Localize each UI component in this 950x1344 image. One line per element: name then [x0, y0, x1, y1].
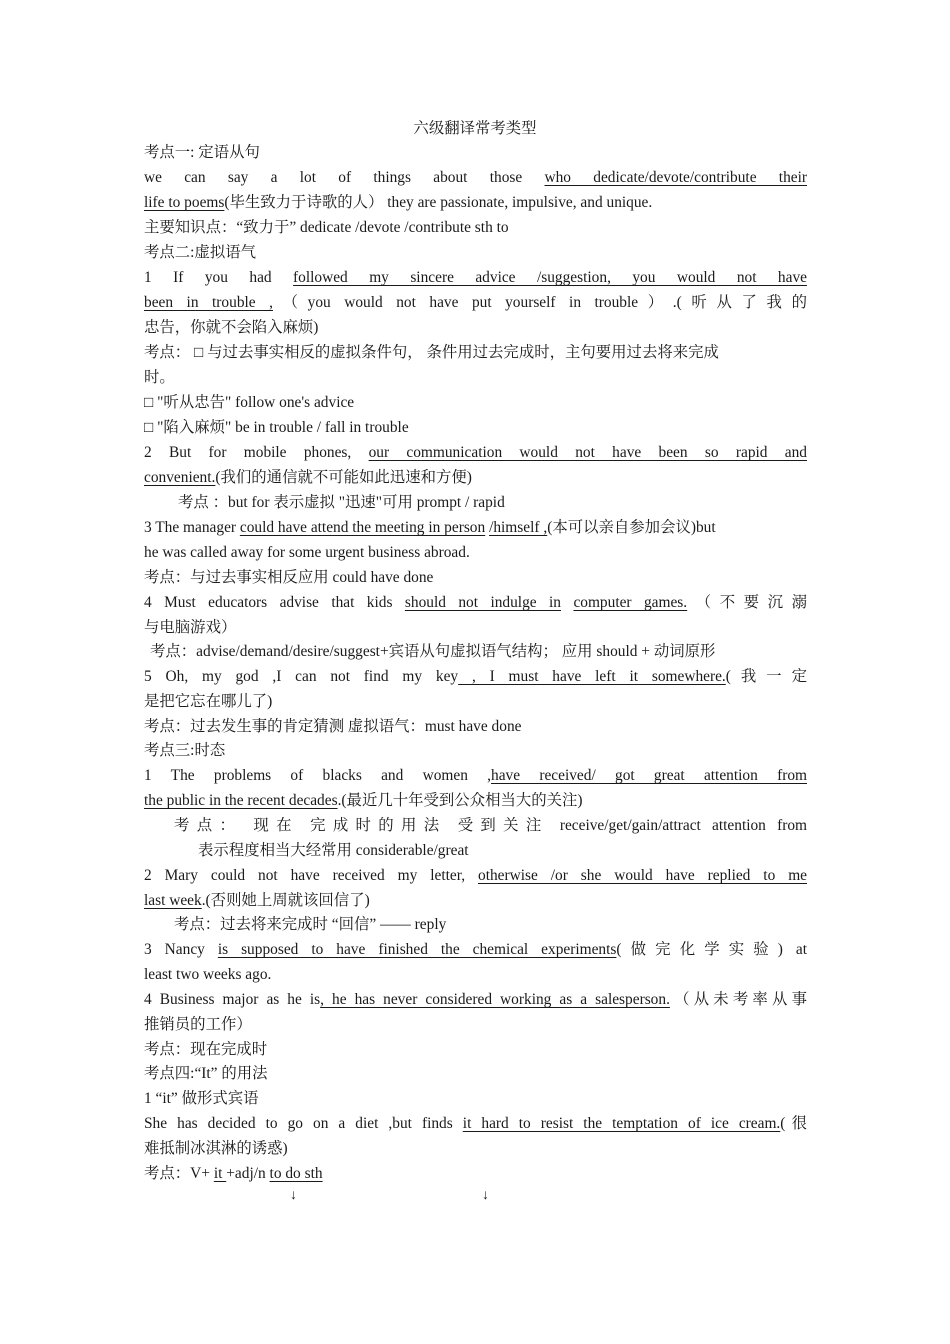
- s4-subheading: 1 “it” 做形式宾语: [144, 1090, 259, 1107]
- text: 1 The problems of blacks and women ,: [144, 767, 492, 784]
- text: .(否则她上周就该回信了): [201, 892, 370, 909]
- s3-e2-note: 考点：过去将来完成时 “回信” —— reply: [174, 916, 447, 933]
- s2-e2-note: 考点 ：but for 表示虚拟 "迅速"可用 prompt / rapid: [178, 494, 505, 511]
- text: 1 If you had: [144, 269, 294, 286]
- s2-e3-line-1: [144, 516, 807, 540]
- underlined-answer: otherwise /or she would have replied to me: [478, 867, 807, 884]
- section-1-heading: 考点一: 定语从句: [144, 144, 260, 161]
- s2-e3-note: 考点：与过去事实相反应用 could have done: [144, 569, 434, 586]
- text: [561, 594, 573, 611]
- s2-e1-line-1: [144, 266, 807, 290]
- s3-e1-line-2: [144, 789, 807, 813]
- underlined-answer: life to poems: [144, 194, 225, 211]
- underlined-answer: should not indulge in: [404, 594, 562, 611]
- underlined-answer: convenient.: [144, 469, 216, 486]
- underlined-answer: last week: [144, 892, 202, 909]
- s3-e1-line-1: [144, 764, 807, 788]
- s3-e1-note-1: 考点： 现在 完成时的用法 受到关注 receive/get/gain/attract attention from: [174, 817, 807, 834]
- underlined-answer: the public in the recent decades: [144, 792, 338, 809]
- s3-e4-line-1: [144, 988, 807, 1012]
- s2-e5-line-2: 是把它忘在哪儿了): [144, 693, 273, 710]
- text: 考点：V+: [144, 1165, 214, 1182]
- section-2-heading: 考点二:虚拟语气: [144, 244, 257, 261]
- s3-e4-note: 考点：现在完成时: [144, 1041, 268, 1058]
- s1-note: 主要知识点：“致力于” dedicate /devote /contribute sth to: [144, 219, 509, 236]
- s2-e4-line-2: 与电脑游戏）: [144, 619, 237, 636]
- text: She has decided to go on a diet ,but finds: [144, 1115, 463, 1132]
- s4-e1-line-2: 难抵制冰淇淋的诱惑): [144, 1140, 288, 1157]
- text: 3 The manager: [144, 519, 240, 536]
- text: （you would not have put yourself in trouble）.(听从了我的: [272, 294, 807, 311]
- section-3-heading: 考点三:时态: [144, 742, 226, 759]
- underlined-answer: followed my sincere advice /suggestion, you would not have: [293, 269, 807, 286]
- s3-e2-line-2: [144, 889, 807, 913]
- underlined-answer: been in trouble ,: [144, 294, 273, 311]
- s3-e1-note-2: 表示程度相当大经常用 considerable/great: [198, 842, 469, 859]
- text: .(最近几十年受到公众相当大的关注): [337, 792, 583, 809]
- page-title: 六级翻译常考类型: [413, 120, 537, 137]
- underlined-answer: , I must have left it somewhere.: [458, 668, 726, 685]
- s4-e1-note: [144, 1162, 807, 1186]
- underlined-answer: have received/ got great attention from: [491, 767, 807, 784]
- text: 3 Nancy: [144, 941, 218, 958]
- text: (我一定: [725, 668, 807, 685]
- s2-e2-line-2: [144, 466, 807, 490]
- s2-e1-note-3: □ "听从忠告" follow one's advice: [144, 394, 355, 411]
- s2-e1-note-4: □ "陷入麻烦" be in trouble / fall in trouble: [144, 419, 409, 436]
- s2-e1-note-1: 考点： □ 与过去事实相反的虚拟条件句， 条件用过去完成时，主句要用过去将来完成: [144, 344, 719, 361]
- s1-example-line-1: [144, 166, 807, 190]
- underlined-text: to do sth: [269, 1165, 323, 1182]
- text: 2 But for mobile phones,: [144, 444, 369, 461]
- s2-e4-note: 考点：advise/demand/desire/suggest+宾语从句虚拟语气结构； 应用 should + 动词原形: [150, 643, 716, 660]
- s3-e2-line-1: [144, 864, 807, 888]
- s2-e3-line-2: he was called away for some urgent business abroad.: [144, 544, 470, 561]
- s4-e1-line-1: [144, 1112, 807, 1136]
- text: 4 Business major as he is: [144, 991, 321, 1008]
- text: +adj/n: [226, 1165, 270, 1182]
- text: (做完化学实验) at: [616, 941, 807, 958]
- section-4-heading: 考点四:“It” 的用法: [144, 1065, 268, 1082]
- underlined-answer: our communication would not have been so rapid and: [368, 444, 807, 461]
- text: 2 Mary could not have received my letter,: [144, 867, 479, 884]
- s3-e3-line-2: least two weeks ago.: [144, 966, 272, 983]
- s1-example-line-2: [144, 191, 807, 215]
- down-arrow-icon: ↓: [482, 1188, 489, 1203]
- underlined-answer: is supposed to have finished the chemical experiments: [217, 941, 617, 958]
- text: (毕生致力于诗歌的人） they are passionate, impulsive, and unique.: [224, 194, 653, 211]
- text: (我们的通信就不可能如此迅速和方便): [215, 469, 472, 486]
- text: （从未考率从事: [669, 991, 807, 1008]
- text: 4 Must educators advise that kids: [144, 594, 405, 611]
- s2-e5-note: 考点：过去发生事的肯定猜测 虚拟语气：must have done: [144, 718, 522, 735]
- s3-e4-line-2: 推销员的工作）: [144, 1016, 252, 1033]
- s2-e5-line-1: [144, 665, 807, 689]
- text: （不要沉溺: [687, 594, 807, 611]
- text: 5 Oh, my god ,I can not find my key: [144, 668, 459, 685]
- underlined-answer: computer games.: [573, 594, 688, 611]
- s2-e1-line-3: 忠告，你就不会陷入麻烦): [144, 319, 319, 336]
- underlined-answer: , he has never considered working as a salesperson.: [320, 991, 670, 1008]
- s2-e1-line-2: [144, 291, 807, 315]
- text: we can say a lot of things about those: [144, 169, 545, 186]
- underlined-answer: it hard to resist the temptation of ice cream.: [462, 1115, 781, 1132]
- text: (本可以亲自参加会议)but: [547, 519, 716, 536]
- s2-e1-note-2: 时。: [144, 369, 175, 386]
- s2-e4-line-1: [144, 591, 807, 615]
- underlined-answer: could have attend the meeting in person: [239, 519, 486, 536]
- underlined-answer: who dedicate/devote/contribute their: [544, 169, 807, 186]
- s2-e2-line-1: [144, 441, 807, 465]
- s3-e3-line-1: [144, 938, 807, 962]
- down-arrow-icon: ↓: [290, 1188, 297, 1203]
- underlined-answer: /himself ,: [489, 519, 548, 536]
- text: (很: [780, 1115, 807, 1132]
- underlined-text: it: [213, 1165, 227, 1182]
